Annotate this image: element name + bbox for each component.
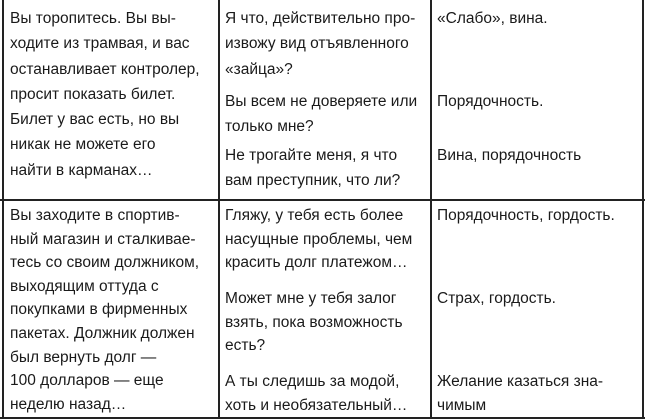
- text-line: хоть и необязательный…: [225, 396, 408, 414]
- text-line: ходите из трамвая, и вас: [10, 35, 190, 53]
- text-line: «Слабо», вина.: [437, 10, 548, 27]
- response-text: [225, 143, 400, 194]
- text-line: есть?: [225, 337, 266, 355]
- text-line: Порядочность.: [437, 93, 544, 110]
- text-line: насущные проблемы, чем: [225, 230, 413, 248]
- table-border-left: [2, 0, 4, 419]
- text-line: останавливает контролер,: [10, 60, 200, 78]
- response-text: [225, 204, 412, 275]
- table-border-right: [642, 0, 644, 419]
- text-line: неделю назад…: [10, 395, 127, 413]
- column-divider: [430, 0, 432, 419]
- text-line: А ты следишь за модой,: [225, 373, 400, 390]
- text-line: 100 долларов — еще: [10, 372, 164, 390]
- text-line: Может мне у тебя залог: [225, 290, 397, 307]
- text-line: Вина, порядочность: [437, 147, 582, 164]
- text-line: Вы всем не доверяете или: [225, 93, 418, 110]
- response-text: [225, 287, 403, 358]
- motive-text: [437, 287, 556, 311]
- text-line: Желание казаться зна-: [437, 373, 604, 390]
- text-line: пакетах. Должник должен: [10, 324, 195, 342]
- text-line: просит показать билет.: [10, 85, 176, 103]
- column-divider: [218, 0, 220, 419]
- motive-text: [437, 204, 615, 228]
- text-line: выходящим оттуда с: [10, 277, 159, 295]
- situation-cell: [10, 6, 200, 183]
- text-line: найти в карманах…: [10, 161, 153, 179]
- text-line: тесь со своим должником,: [10, 254, 200, 272]
- text-line: чимым: [437, 396, 487, 414]
- motive-text: [437, 89, 543, 114]
- text-line: извожу вид отъявленного: [225, 35, 409, 53]
- text-line: Вы торопитесь. Вы вы-: [10, 10, 176, 27]
- response-text: [225, 370, 407, 417]
- text-line: Билет у вас есть, но вы: [10, 111, 180, 129]
- text-line: покупками в фирменных: [10, 301, 188, 319]
- motive-text: [437, 370, 603, 417]
- situation-cell: [10, 204, 199, 416]
- text-line: Вы заходите в спортив-: [10, 207, 180, 224]
- text-line: только мне?: [225, 118, 314, 136]
- text-line: Не трогайте меня, я что: [225, 147, 398, 164]
- response-text: [225, 89, 417, 140]
- text-line: Страх, гордость.: [437, 290, 556, 307]
- text-line: ный магазин и сталкивае-: [10, 230, 196, 248]
- motive-text: [437, 143, 581, 168]
- response-text: [225, 6, 415, 82]
- text-line: красить долг платежом…: [225, 254, 408, 272]
- row-divider: [0, 199, 645, 201]
- text-line: «зайца»?: [225, 60, 293, 78]
- text-line: Порядочность, гордость.: [437, 207, 615, 224]
- text-line: вам преступник, что ли?: [225, 172, 401, 190]
- table-border-bottom: [0, 417, 645, 419]
- motive-text: [437, 6, 548, 31]
- text-line: был вернуть долг —: [10, 348, 157, 366]
- text-line: взять, пока возможность: [225, 313, 403, 331]
- text-line: Я что, действительно про-: [225, 10, 416, 27]
- text-line: Гляжу, у тебя есть более: [225, 207, 404, 224]
- text-line: никак не можете его: [10, 136, 156, 154]
